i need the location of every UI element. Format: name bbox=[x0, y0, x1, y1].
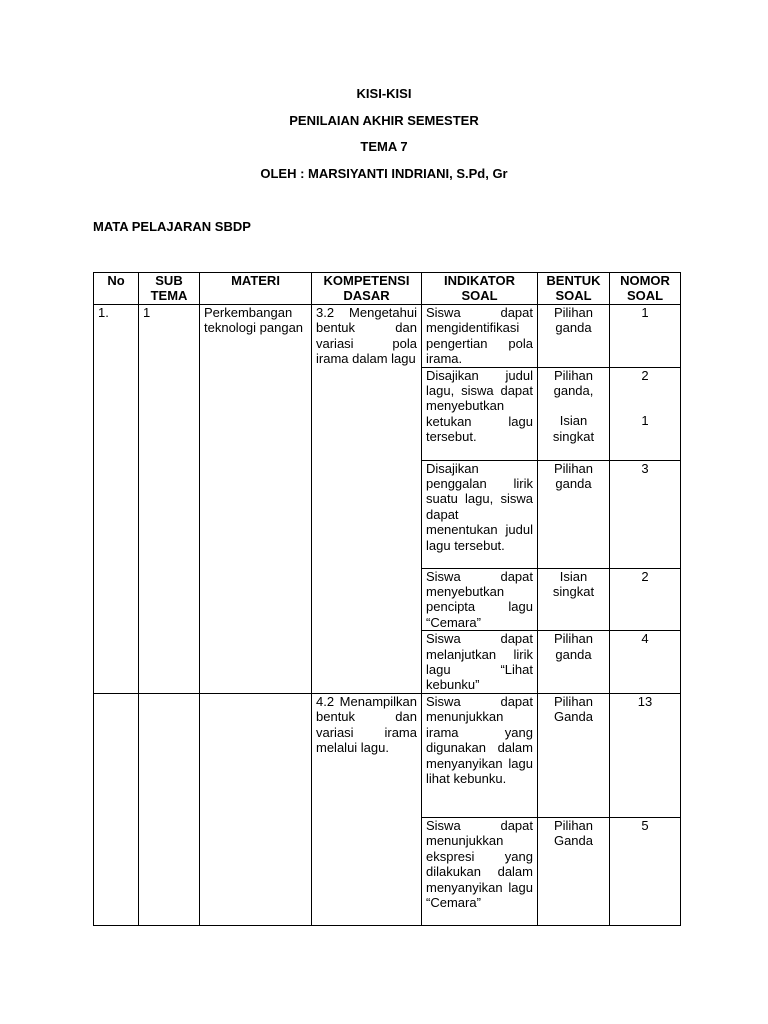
cell-subtema bbox=[139, 693, 200, 925]
cell-nomor: 1 bbox=[610, 305, 681, 368]
header-no: No bbox=[94, 273, 139, 305]
cell-bentuk: Pilihan Ganda bbox=[538, 817, 610, 925]
cell-indikator: Siswa dapat menyebutkan pencipta lagu “Cemara” bbox=[422, 568, 538, 631]
cell-materi bbox=[200, 693, 312, 925]
cell-bentuk: Pilihan Ganda bbox=[538, 693, 610, 817]
cell-nomor: 2 bbox=[610, 568, 681, 631]
cell-bentuk: Pilihan ganda bbox=[538, 460, 610, 568]
header-subtema: SUB TEMA bbox=[139, 273, 200, 305]
cell-nomor: 13 bbox=[610, 693, 681, 817]
doc-subtitle: PENILAIAN AKHIR SEMESTER bbox=[289, 112, 479, 128]
table-header-row bbox=[94, 273, 681, 305]
doc-author: OLEH : MARSIYANTI INDRIANI, S.Pd, Gr bbox=[260, 165, 508, 181]
subject-heading: MATA PELAJARAN SBDP bbox=[93, 219, 251, 234]
doc-title: KISI-KISI bbox=[356, 86, 412, 101]
document-header bbox=[0, 86, 768, 192]
cell-bentuk bbox=[538, 367, 610, 460]
cell-no: 1. bbox=[94, 305, 139, 694]
cell-indikator: Siswa dapat melanjutkan lirik lagu “Lihat kebunku” bbox=[422, 631, 538, 694]
cell-indikator: Disajikan penggalan lirik suatu lagu, siswa dapat menentukan judul lagu tersebut. bbox=[422, 460, 538, 568]
table-row bbox=[94, 305, 681, 368]
cell-bentuk: Pilihan ganda bbox=[538, 631, 610, 694]
cell-kompetensi-dasar: 4.2 Menampilkan bentuk dan variasi irama melalui lagu. bbox=[312, 693, 422, 925]
cell-nomor: 4 bbox=[610, 631, 681, 694]
kisi-kisi-table bbox=[93, 272, 681, 926]
cell-bentuk: Pilihan ganda bbox=[538, 305, 610, 368]
cell-no bbox=[94, 693, 139, 925]
cell-nomor: 5 bbox=[610, 817, 681, 925]
cell-indikator: Disajikan judul lagu, siswa dapat menyebutkan ketukan lagu tersebut. bbox=[422, 367, 538, 460]
cell-materi: Perkembangan teknologi pangan bbox=[200, 305, 312, 694]
cell-nomor bbox=[610, 367, 681, 460]
bentuk-line: Isian singkat bbox=[552, 413, 595, 444]
bentuk-line: Pilihan ganda, bbox=[553, 367, 594, 399]
table-row bbox=[94, 693, 681, 817]
header-bentuk-soal: BENTUK SOAL bbox=[538, 273, 610, 305]
cell-indikator: Siswa dapat mengidentifikasi pengertian pola irama. bbox=[422, 305, 538, 368]
header-kompetensi-dasar: KOMPETENSI DASAR bbox=[312, 273, 422, 305]
nomor-line: 2 bbox=[641, 367, 649, 383]
cell-indikator: Siswa dapat menunjukkan ekspresi yang dilakukan dalam menyanyikan lagu “Cemara” bbox=[422, 817, 538, 925]
cell-kompetensi-dasar: 3.2 Mengetahui bentuk dan variasi pola irama dalam lagu bbox=[312, 305, 422, 694]
header-materi: MATERI bbox=[200, 273, 312, 305]
doc-theme: TEMA 7 bbox=[360, 139, 408, 154]
cell-bentuk: Isian singkat bbox=[538, 568, 610, 631]
nomor-line: 1 bbox=[641, 413, 649, 429]
cell-subtema: 1 bbox=[139, 305, 200, 694]
header-indikator-soal: INDIKATOR SOAL bbox=[422, 273, 538, 305]
cell-nomor: 3 bbox=[610, 460, 681, 568]
cell-indikator: Siswa dapat menunjukkan irama yang digunakan dalam menyanyikan lagu lihat kebunku. bbox=[422, 693, 538, 817]
header-nomor-soal: NOMOR SOAL bbox=[610, 273, 681, 305]
